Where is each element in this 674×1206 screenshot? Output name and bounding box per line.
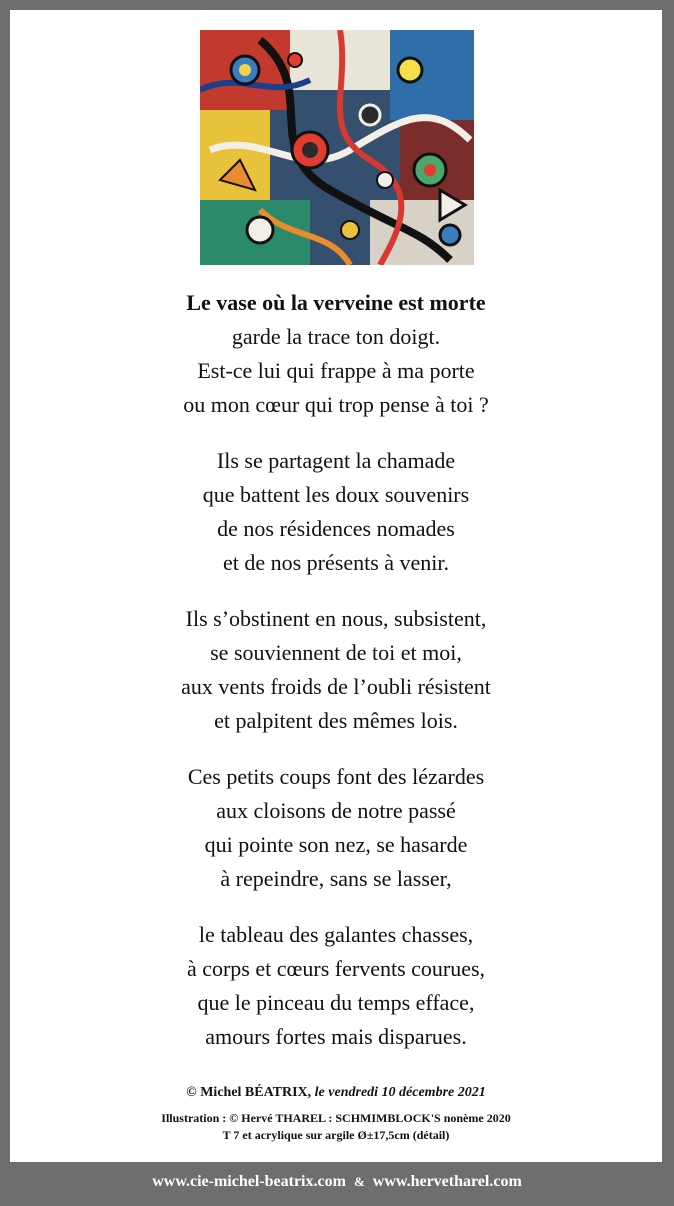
website-link-cie-michel-beatrix[interactable]: www.cie-michel-beatrix.com [152,1173,346,1190]
illustration-credit: Illustration : © Hervé THAREL : SCHMIMBLOCK'S nonème 2020 [161,1111,511,1125]
poem-title-line: Le vase où la verveine est morte [186,290,486,315]
poem-line: se souviennent de toi et moi, [210,640,462,665]
poem-line: amours fortes mais disparues. [205,1024,467,1049]
poem-line: qui pointe son nez, se hasarde [204,832,468,857]
stanza-2 [10,444,662,580]
poem-line: Ils se partagent la chamade [216,448,456,473]
author-credit: © Michel BÉATRIX, [186,1085,312,1100]
poem-line: à corps et cœurs fervents courues, [186,956,486,981]
abstract-painting-image [200,30,474,265]
stanza-3 [10,602,662,738]
website-link-hervetharel[interactable]: www.hervetharel.com [372,1173,522,1190]
artwork-illustration [200,30,474,265]
stanza-4 [10,760,662,896]
publication-date: le vendredi 10 décembre 2021 [314,1085,486,1100]
poem-line: Ils s’obstinent en nous, subsistent, [185,606,487,631]
poem-card [10,10,662,1162]
poem-text [10,286,662,1076]
poem-line: que le pinceau du temps efface, [197,990,475,1015]
poem-line: aux vents froids de l’oubli résistent [181,674,491,699]
poem-line: Ces petits coups font des lézardes [187,764,485,789]
footer-links [0,1162,674,1206]
copyright-line [10,1082,662,1104]
poem-line: le tableau des galantes chasses, [198,922,474,947]
stanza-1 [10,286,662,422]
poem-line: à repeindre, sans se lasser, [220,866,452,891]
stanza-5 [10,918,662,1054]
poem-line: de nos résidences nomades [217,516,455,541]
poem-line: ou mon cœur qui trop pense à toi ? [183,392,489,417]
illustration-details: T 7 et acrylique sur argile Ø±17,5cm (détail) [222,1128,450,1142]
poem-line: aux cloisons de notre passé [216,798,456,823]
poem-line: que battent les doux souvenirs [202,482,470,507]
poem-line: Est-ce lui qui frappe à ma porte [197,358,475,383]
poem-line: et palpitent des mêmes lois. [214,708,458,733]
poem-line: garde la trace ton doigt. [231,324,441,349]
poem-line: et de nos présents à venir. [222,550,450,575]
footer-separator: & [353,1174,365,1189]
credits [10,1082,662,1144]
